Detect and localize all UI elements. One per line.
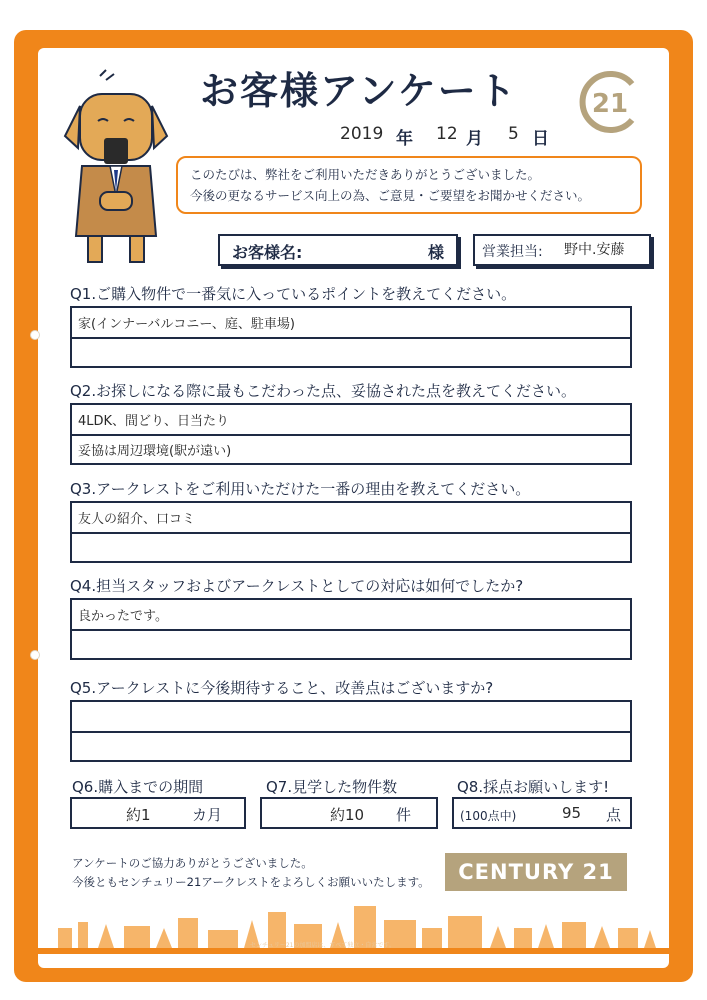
question-5: Q5.アークレストに今後期待すること、改善点はございますか? xyxy=(70,679,494,697)
date-month-unit: 月 xyxy=(466,129,483,149)
date-day: 5 xyxy=(508,124,519,144)
q8-value: 95 xyxy=(562,804,582,822)
date-day-unit: 日 xyxy=(532,129,549,149)
logo-text: 21 xyxy=(591,89,629,119)
q7-label: Q7.見学した物件数 xyxy=(266,778,398,796)
question-2: Q2.お探しになる際に最もこだわった点、妥協された点を教えてください。 xyxy=(70,382,576,400)
date-month: 12 xyxy=(436,124,458,144)
dog-mascot-icon xyxy=(60,66,172,266)
answer-1-line-1: 家(インナーバルコニー、庭、駐車場) xyxy=(78,317,295,332)
answer-2-line-2: 妥協は周辺環境(駅が遠い) xyxy=(78,444,232,459)
date-year: 2019 xyxy=(340,124,384,144)
q8-prefix: (100点中) xyxy=(460,809,517,823)
intro-line-1: このたびは、弊社をご利用いただきありがとうございました。 xyxy=(190,167,541,182)
binder-hole-bottom xyxy=(30,650,40,660)
staff-label: 営業担当: xyxy=(482,244,543,260)
staff-names: 野中.安藤 xyxy=(564,242,625,258)
footnote: センチュリー21の加盟店は、すべて独立・自営です。 xyxy=(250,942,395,949)
q6-unit: カ月 xyxy=(192,806,223,824)
q7-value: 約10 xyxy=(330,806,365,824)
q7-unit: 件 xyxy=(396,806,412,824)
intro-message xyxy=(176,156,642,214)
q6-value: 約1 xyxy=(126,806,151,824)
closing-line-2: 今後ともセンチュリー21アークレストをよろしくお願いいたします。 xyxy=(72,875,430,889)
binder-hole-top xyxy=(30,330,40,340)
customer-name-suffix: 様 xyxy=(428,243,445,262)
question-1: Q1.ご購入物件で一番気に入っているポイントを教えてください。 xyxy=(70,285,517,303)
page-title: お客様アンケート xyxy=(200,69,518,113)
century21-seal-icon xyxy=(578,70,642,134)
customer-name-label: お客様名: xyxy=(232,243,303,262)
answer-box-5 xyxy=(70,700,632,762)
q6-label: Q6.購入までの期間 xyxy=(72,778,204,796)
q8-label: Q8.採点お願いします! xyxy=(457,778,610,796)
intro-line-2: 今後の更なるサービス向上の為、ご意見・ご要望をお聞かせください。 xyxy=(190,188,591,203)
answer-3-line-1: 友人の紹介、口コミ xyxy=(78,512,196,527)
century21-banner: CENTURY 21 xyxy=(445,853,627,891)
question-4: Q4.担当スタッフおよびアークレストとしての対応は如何でしたか? xyxy=(70,577,524,595)
closing-line-1: アンケートのご協力ありがとうございました。 xyxy=(72,856,313,870)
answer-2-line-1: 4LDK、間どり、日当たり xyxy=(78,414,230,429)
q8-unit: 点 xyxy=(606,806,622,824)
date-year-unit: 年 xyxy=(396,129,413,149)
answer-4-line-1: 良かったです。 xyxy=(78,609,168,624)
question-3: Q3.アークレストをご利用いただけた一番の理由を教えてください。 xyxy=(70,480,531,498)
